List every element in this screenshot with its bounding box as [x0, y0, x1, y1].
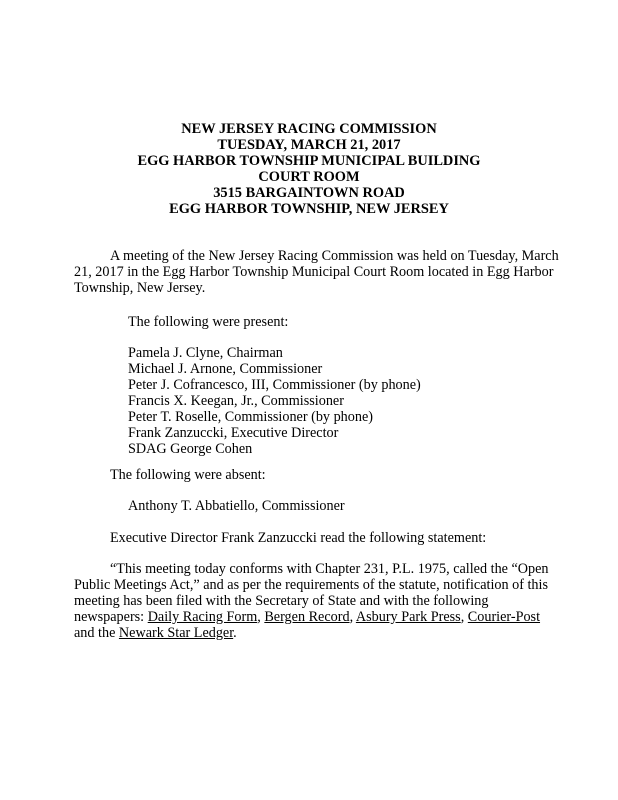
- absent-intro: The following were absent:: [110, 467, 266, 483]
- statement-paragraph: [74, 561, 562, 641]
- newspaper-asbury-park-press: Asbury Park Press: [355, 609, 461, 625]
- header-line-building: EGG HARBOR TOWNSHIP MUNICIPAL BUILDING: [137, 153, 481, 169]
- absent-member: Anthony T. Abbatiello, Commissioner: [128, 498, 345, 514]
- document-header: [0, 121, 618, 217]
- present-intro: The following were present:: [128, 314, 289, 330]
- present-list: [128, 345, 616, 457]
- separator: ,: [349, 609, 356, 625]
- header-line-city: EGG HARBOR TOWNSHIP, NEW JERSEY: [169, 201, 449, 217]
- header-line-street: 3515 BARGAINTOWN ROAD: [213, 185, 405, 201]
- newspaper-courier-post: Courier-Post: [467, 609, 541, 625]
- present-member: SDAG George Cohen: [128, 441, 253, 457]
- statement-end: .: [233, 625, 237, 641]
- header-line-room: COURT ROOM: [258, 169, 360, 185]
- statement-text: “This meeting today conforms with Chapter 231, P.L. 1975, called the “Open Public Meetings Act,” and as per the requirements of the statute, notification of this meeting has been filed with the Secretary of State and with the following newspapers:: [74, 561, 549, 625]
- separator: ,: [460, 609, 468, 625]
- present-member: Michael J. Arnone, Commissioner: [128, 361, 323, 377]
- statement-intro: Executive Director Frank Zanzuccki read the following statement:: [110, 530, 487, 546]
- present-member: Frank Zanzuccki, Executive Director: [128, 425, 339, 441]
- present-member: Francis X. Keegan, Jr., Commissioner: [128, 393, 344, 409]
- header-line-commission: NEW JERSEY RACING COMMISSION: [181, 121, 437, 137]
- separator: ,: [257, 609, 265, 625]
- newspaper-newark-star-ledger: Newark Star Ledger: [118, 625, 234, 641]
- absent-list: [128, 498, 616, 514]
- conjunction: and the: [74, 625, 119, 641]
- intro-paragraph: A meeting of the New Jersey Racing Commission was held on Tuesday, March 21, 2017 in the Egg Harbor Township Municipal Court Room located in Egg Harbor Township, New Jersey.: [74, 248, 559, 296]
- present-member: Peter T. Roselle, Commissioner (by phone): [128, 409, 373, 425]
- header-line-date: TUESDAY, MARCH 21, 2017: [217, 137, 401, 153]
- newspaper-bergen-record: Bergen Record: [264, 609, 350, 625]
- present-member: Peter J. Cofrancesco, III, Commissioner (by phone): [128, 377, 421, 393]
- present-member: Pamela J. Clyne, Chairman: [128, 345, 283, 361]
- newspaper-daily-racing-form: Daily Racing Form: [147, 609, 258, 625]
